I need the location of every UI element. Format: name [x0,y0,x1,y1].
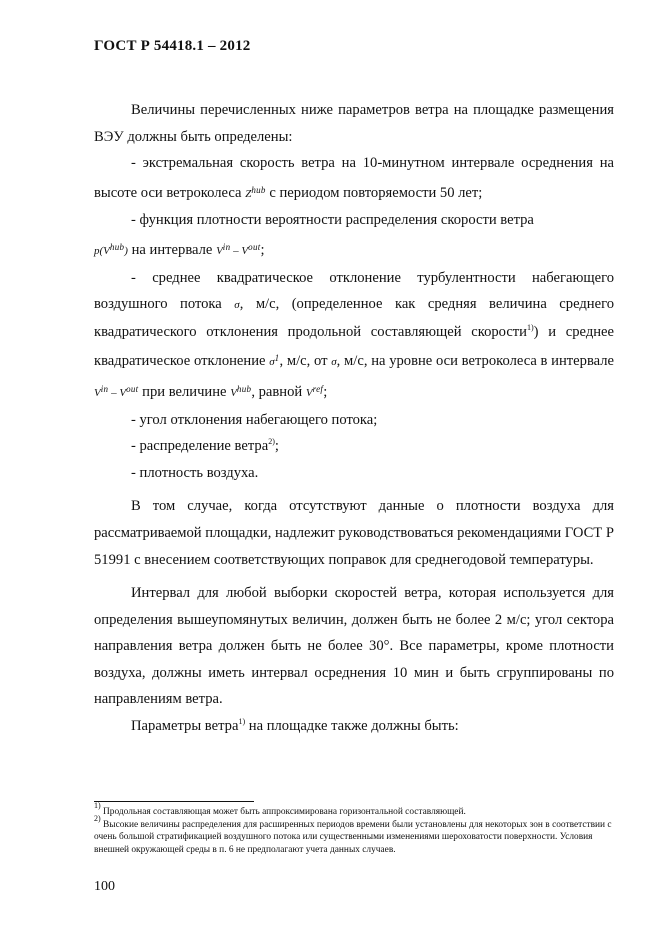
paragraph-sampling-interval: Интервал для любой выборки скоростей ветра, которая используется для определения вышеупомянутых величин, должен быть не более 2 м/с; угол сектора направления ветра должен быть не более 30°. Все параметры, кроме плотности воздуха, должны иметь интервал осреднения 10 мин и быть сгруппированы по направлениям ветра. [94,585,614,708]
formula-vin-vout-2: $V^{in} - V^{out}$ [94,383,139,399]
footnote-2: $^{2)}$ Высокие величины распределения для расширенных периодов времени были установлены для некоторых зон в соответствии с очень большой стратификацией воздушного потока или существенными изменениями шероховатости поверхности. Условия внешней окружающей среды в п. 6 не предполагают учета данных случаев. [94,813,612,855]
footnotes [94,801,619,856]
formula-p-vhub: $p(V^{hub})$ [94,241,128,257]
paragraph-wind-parameters: Параметры ветра$^{1)}$ на площадке также должны быть: [131,717,459,735]
list-item-wind-distribution: - распределение ветра$^{2)}$; [131,437,279,455]
main-text [94,97,614,740]
list-item-turbulence: - среднее квадратическое отклонение турбулентности набегающего воздушного потока σ, м/с, (определенное как средняя величина среднего квадратического отклонения продольной составляющей скорости$^{1)}$) и среднее квадратическое отклонение $\sigma^1$, м/с, от σ, м/с, на уровне оси ветроколеса в интервале $V^{in} - V^{out}$ при величине $V^{hub}$, равной $V^{ref}$; [94,269,615,400]
list-item-inflow-angle: - угол отклонения набегающего потока; [131,411,378,428]
page-number: 100 [94,879,115,894]
footnote-separator [94,801,254,802]
formula-v-ref: $V^{ref}$ [305,383,324,399]
footnote-ref-2: 2) [268,437,275,447]
document-header: ГОСТ Р 54418.1 – 2012 [94,38,251,54]
formula-sigma: σ [234,299,240,312]
formula-v-hub: $V^{hub}$ [230,383,252,399]
footnote-1: $^{1)}$ Продольная составляющая может быть аппроксимирована горизонтальной составляющей. [94,801,466,817]
list-item-extreme-wind: - экстремальная скорость ветра на 10-минутном интервале осреднения на высоте оси ветроколеса $Z^{hub}$ с периодом повторяемости 50 лет; [94,155,614,201]
footnote-ref-1: 1) [527,322,534,332]
formula-z-hub: $Z^{hub}$ [245,184,266,200]
formula-vin-vout: $V^{in} - V^{out}$ [216,241,261,257]
paragraph-intro: Величины перечисленных ниже параметров ветра на площадке размещения ВЭУ должны быть определены: [94,102,614,145]
formula-sigma-1: $\sigma^1$ [269,353,280,369]
list-item-air-density: - плотность воздуха. [131,464,259,481]
paragraph-air-density-note: В том случае, когда отсутствуют данные о плотности воздуха для рассматриваемой площадки, надлежит руководствоваться рекомендациями ГОСТ Р 51991 с внесением соответствующих поправок для среднегодовой температуры. [94,498,614,568]
formula-sigma-sigma: σ [331,356,337,369]
footnote-ref-1b: 1) [238,717,246,727]
list-item-probability-density: - функция плотности вероятности распределения скорости ветра $p(V^{hub})$ на интервале $V^{in} - V^{out}$; [94,212,534,258]
